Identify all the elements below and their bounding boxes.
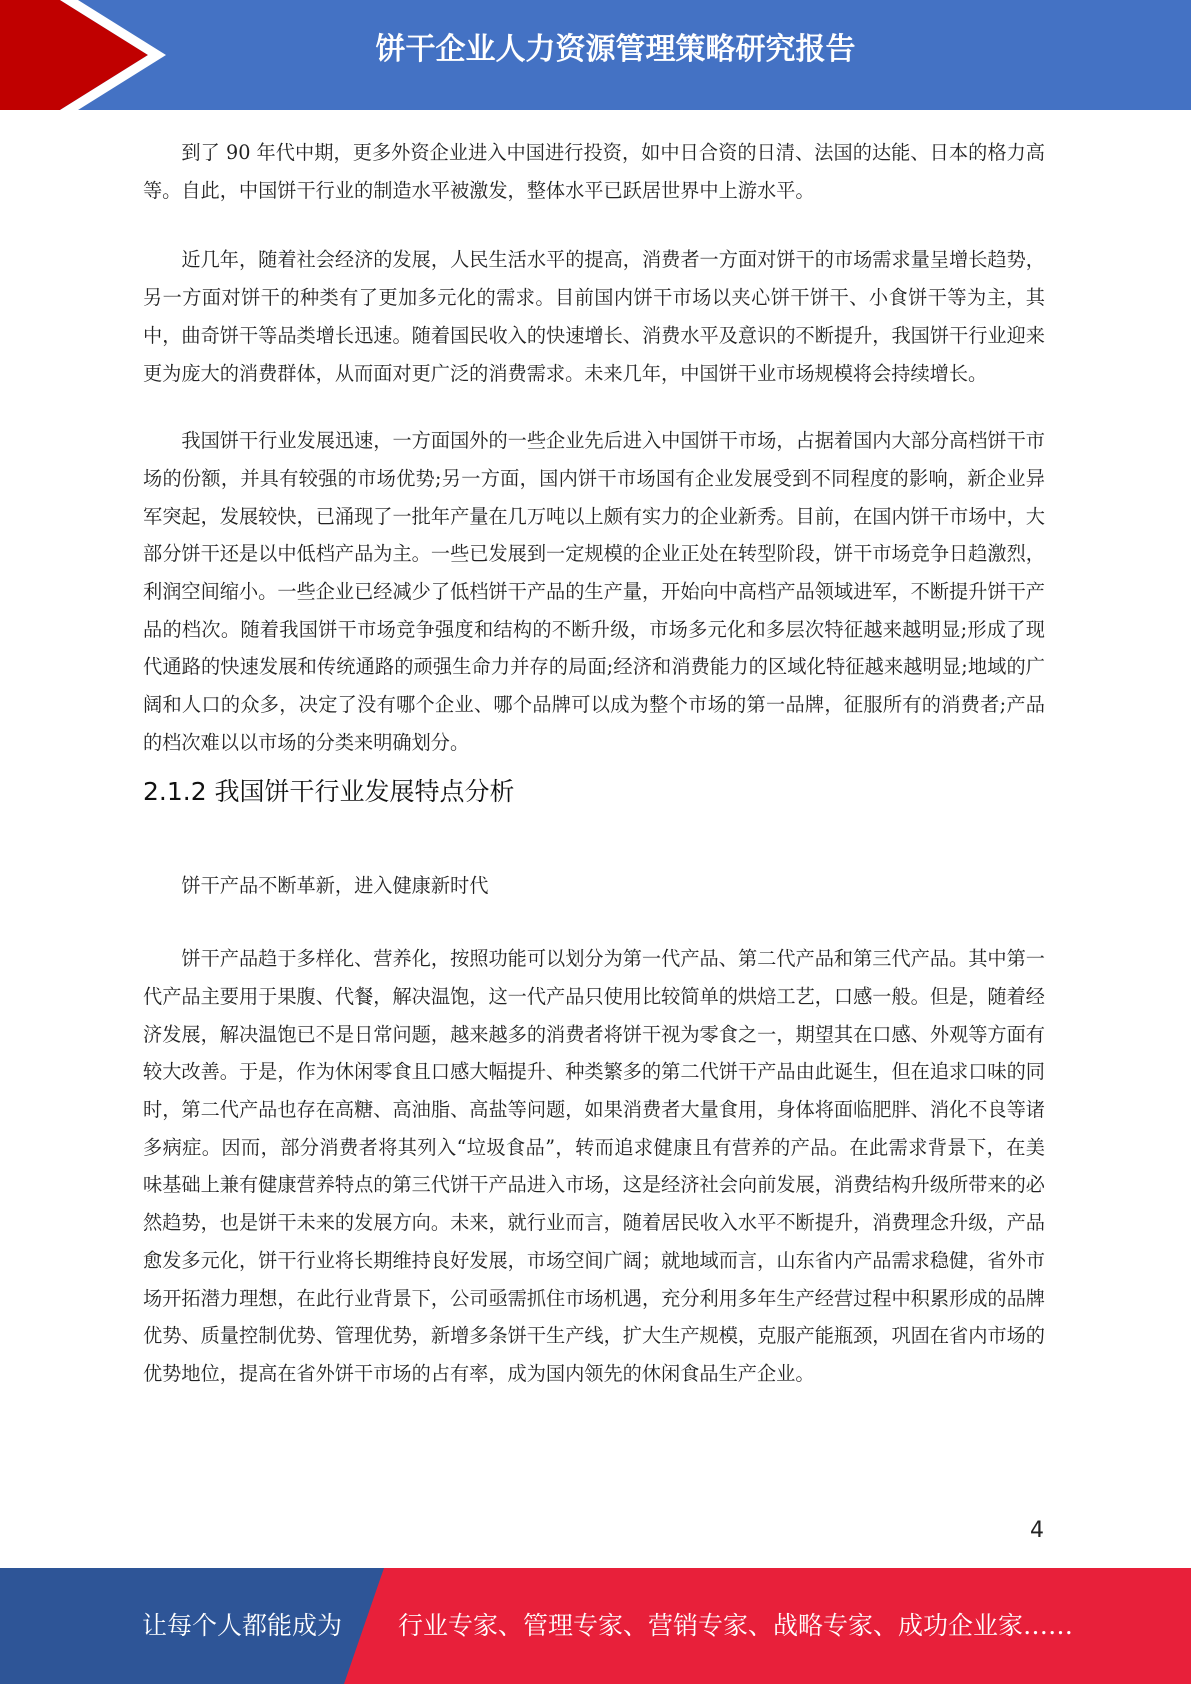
page-number: 4 xyxy=(1030,1518,1044,1543)
footer-slogan-left: 让每个人都能成为 xyxy=(142,1611,343,1640)
paragraph-market-demand: 近几年，随着社会经济的发展，人民生活水平的提高，消费者一方面对饼干的市场需求量呈增长趋势，另一方面对饼干的种类有了更加多元化的需求。目前国内饼干市场以夹心饼干饼干、小食饼干等为主，其中，曲奇饼干等品类增长迅速。随着国民收入的快速增长、消费水平及意识的不断提升，我国饼干行业迎来更为庞大的消费群体，从而面对更广泛的消费需求。未来几年，中国饼干业市场规模将会持续增长。 xyxy=(143,248,1045,385)
subheading-product-innovation: 饼干产品不断革新，进入健康新时代 xyxy=(181,873,489,897)
document-body xyxy=(143,134,1045,1393)
page-header xyxy=(0,0,1191,110)
paragraph-product-generations: 饼干产品趋于多样化、营养化，按照功能可以划分为第一代产品、第二代产品和第三代产品。其中第一代产品主要用于果腹、代餐，解决温饱，这一代产品只使用比较简单的烘焙工艺，口感一般。但是，随着经济发展，解决温饱已不是日常问题，越来越多的消费者将饼干视为零食之一，期望其在口感、外观等方面有较大改善。于是，作为休闲零食且口感大幅提升、种类繁多的第二代饼干产品由此诞生，但在追求口味的同时，第二代产品也存在高糖、高油脂、高盐等问题，如果消费者大量食用，身体将面临肥胖、消化不良等诸多病症。因而，部分消费者将其列入“垃圾食品”，转而追求健康且有营养的产品。在此需求背景下，在美味基础上兼有健康营养特点的第三代饼干产品进入市场，这是经济社会向前发展，消费结构升级所带来的必然趋势，也是饼干未来的发展方向。未来，就行业而言，随着居民收入水平不断提升，消费理念升级，产品愈发多元化，饼干行业将长期维持良好发展，市场空间广阔；就地域而言，山东省内产品需求稳健，省外市场开拓潜力理想，在此行业背景下，公司亟需抓住市场机遇，充分利用多年生产经营过程中积累形成的品牌优势、质量控制优势、管理优势，新增多条饼干生产线，扩大生产规模，克服产能瓶颈，巩固在省内市场的优势地位，提高在省外饼干市场的占有率，成为国内领先的休闲食品生产企业。 xyxy=(143,947,1045,1385)
section-heading: 2.1.2 我国饼干行业发展特点分析 xyxy=(143,776,515,806)
footer-slogan-right: 行业专家、管理专家、营销专家、战略专家、成功企业家…… xyxy=(398,1611,1074,1640)
paragraph-foreign-investment: 到了 90 年代中期，更多外资企业进入中国进行投资，如中日合资的日清、法国的达能、日本的格力高等。自此，中国饼干行业的制造水平被激发，整体水平已跃居世界中上游水平。 xyxy=(143,141,1045,202)
report-title: 饼干企业人力资源管理策略研究报告 xyxy=(375,32,856,67)
paragraph-industry-development: 我国饼干行业发展迅速，一方面国外的一些企业先后进入中国饼干市场，占据着国内大部分高档饼干市场的份额，并具有较强的市场优势;另一方面，国内饼干市场国有企业发展受到不同程度的影响，新企业异军突起，发展较快，已涌现了一批年产量在几万吨以上颇有实力的企业新秀。目前，在国内饼干市场中，大部分饼干还是以中低档产品为主。一些已发展到一定规模的企业正处在转型阶段，饼干市场竞争日趋激烈，利润空间缩小。一些企业已经减少了低档饼干产品的生产量，开始向中高档产品领域进军，不断提升饼干产品的档次。随着我国饼干市场竞争强度和结构的不断升级，市场多元化和多层次特征越来越明显;形成了现代通路的快速发展和传统通路的顽强生命力并存的局面;经济和消费能力的区域化特征越来越明显;地域的广阔和人口的众多，决定了没有哪个企业、哪个品牌可以成为整个市场的第一品牌，征服所有的消费者;产品的档次难以以市场的分类来明确划分。 xyxy=(143,429,1045,754)
page-footer xyxy=(0,1568,1191,1684)
